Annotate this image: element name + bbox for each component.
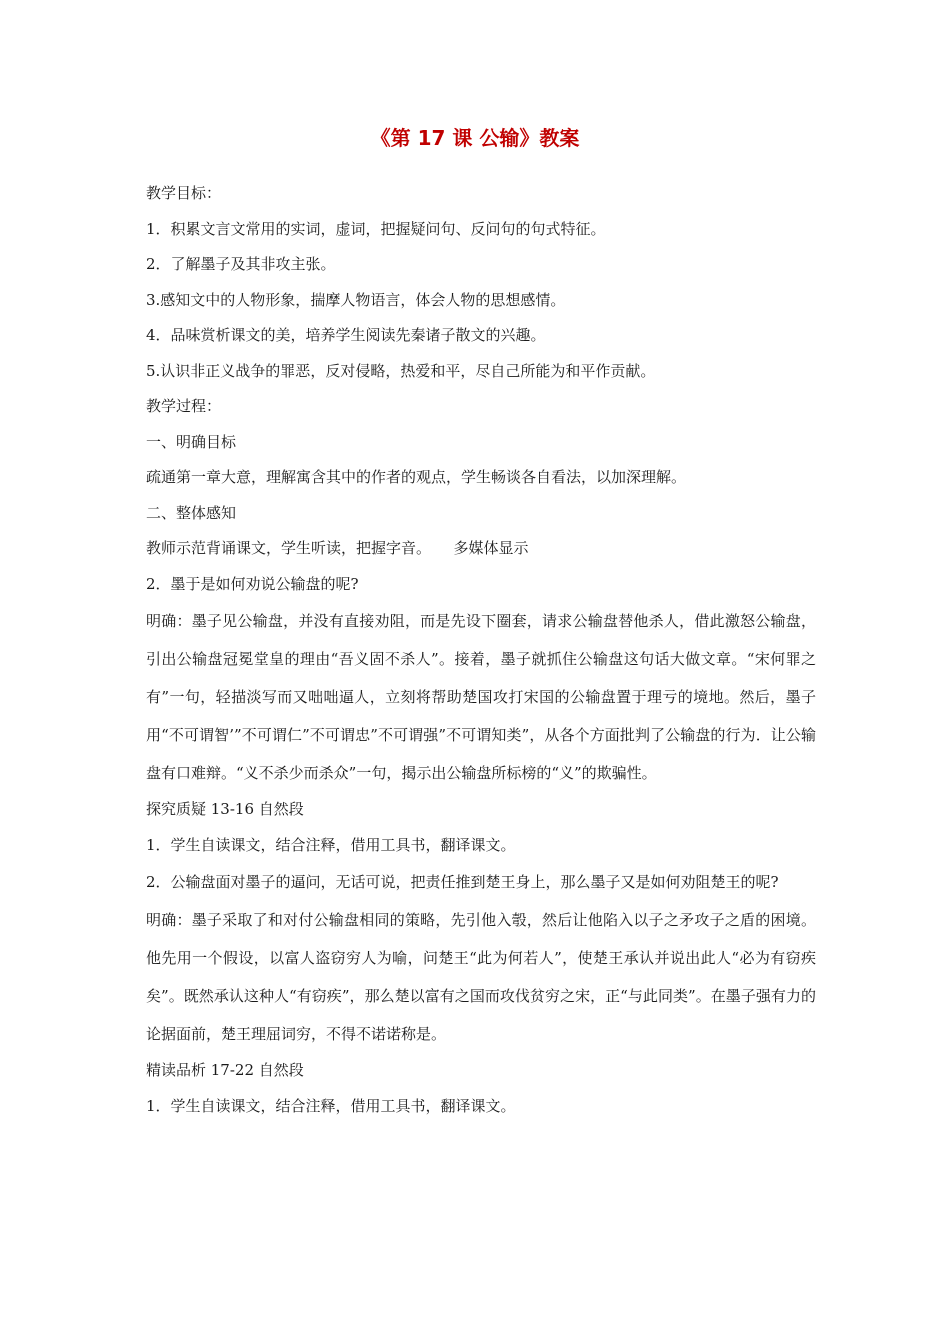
answer-paragraph: 明确：墨子见公输盘，并没有直接劝阻，而是先设下圈套，请求公输盘替他杀人，借此激怒公输盘，引出公输盘冠冕堂皇的理由“吾义固不杀人”。接着，墨子就抓住公输盘这句话大做文章。“宋何罪之有”一句，轻描淡写而又咄咄逼人，立刻将帮助楚国攻打宋国的公输盘置于理亏的境地。然后，墨子用“不可谓智’”不可谓仁”不可谓忠”不可谓强”不可谓知类”，从各个方面批判了公输盘的行为．让公输盘有口难辩。“义不杀少而杀众”一句，揭示出公输盘所标榜的“义”的欺骗性。 (146, 612, 816, 782)
objective-item: 3.感知文中的人物形象，揣摩人物语言，体会人物的思想感情。 (146, 290, 566, 309)
section-heading: 二、整体感知 (146, 503, 237, 522)
objective-item: 2．了解墨子及其非攻主张。 (146, 255, 336, 273)
body-line: 疏通第一章大意，理解寓含其中的作者的观点，学生畅谈各自看法，以加深理解。 (146, 468, 687, 486)
document-body (146, 176, 816, 1124)
heading-process: 教学过程： (146, 397, 222, 415)
objective-item: 1．积累文言文常用的实词，虚词，把握疑问句、反问句的句式特征。 (146, 219, 606, 238)
heading-objectives: 教学目标： (146, 184, 222, 202)
question-paragraph: 2．公输盘面对墨子的逼问，无话可说，把责任推到楚王身上，那么墨子又是如何劝阻楚王的呢? (146, 873, 779, 891)
answer-paragraph: 明确：墨子采取了和对付公输盘相同的策略，先引他入彀，然后让他陷入以子之矛攻子之盾的困境。他先用一个假设，以富人盗窃穷人为喻，问楚王“此为何若人”，使楚王承认并说出此人“必为有窃疾矣”。既然承认这种人“有窃疾”，那么楚以富有之国而攻伐贫穷之宋，正“与此同类”。在墨子强有力的论据面前，楚王理屈词穷，不得不诺诺称是。 (146, 911, 816, 1043)
objective-item: 4．品味赏析课文的美，培养学生阅读先秦诸子散文的兴趣。 (146, 326, 546, 344)
question-line: 2．墨于是如何劝说公输盘的呢? (146, 574, 359, 593)
section-heading: 一、明确目标 (146, 432, 237, 451)
section-heading: 探究质疑 13-16 自然段 (146, 800, 304, 818)
objective-item: 5.认识非正义战争的罪恶，反对侵略，热爱和平，尽自己所能为和平作贡献。 (146, 361, 656, 380)
section-heading: 精读品析 17-22 自然段 (146, 1061, 304, 1079)
page-title: 《第 17 课 公输》教案 (370, 126, 580, 150)
body-line: 1．学生自读课文，结合注释，借用工具书，翻译课文。 (146, 1096, 516, 1115)
body-line: 1．学生自读课文，结合注释，借用工具书，翻译课文。 (146, 835, 516, 854)
body-line: 教师示范背诵课文，学生听读，把握字音。 多媒体显示 (146, 539, 529, 557)
